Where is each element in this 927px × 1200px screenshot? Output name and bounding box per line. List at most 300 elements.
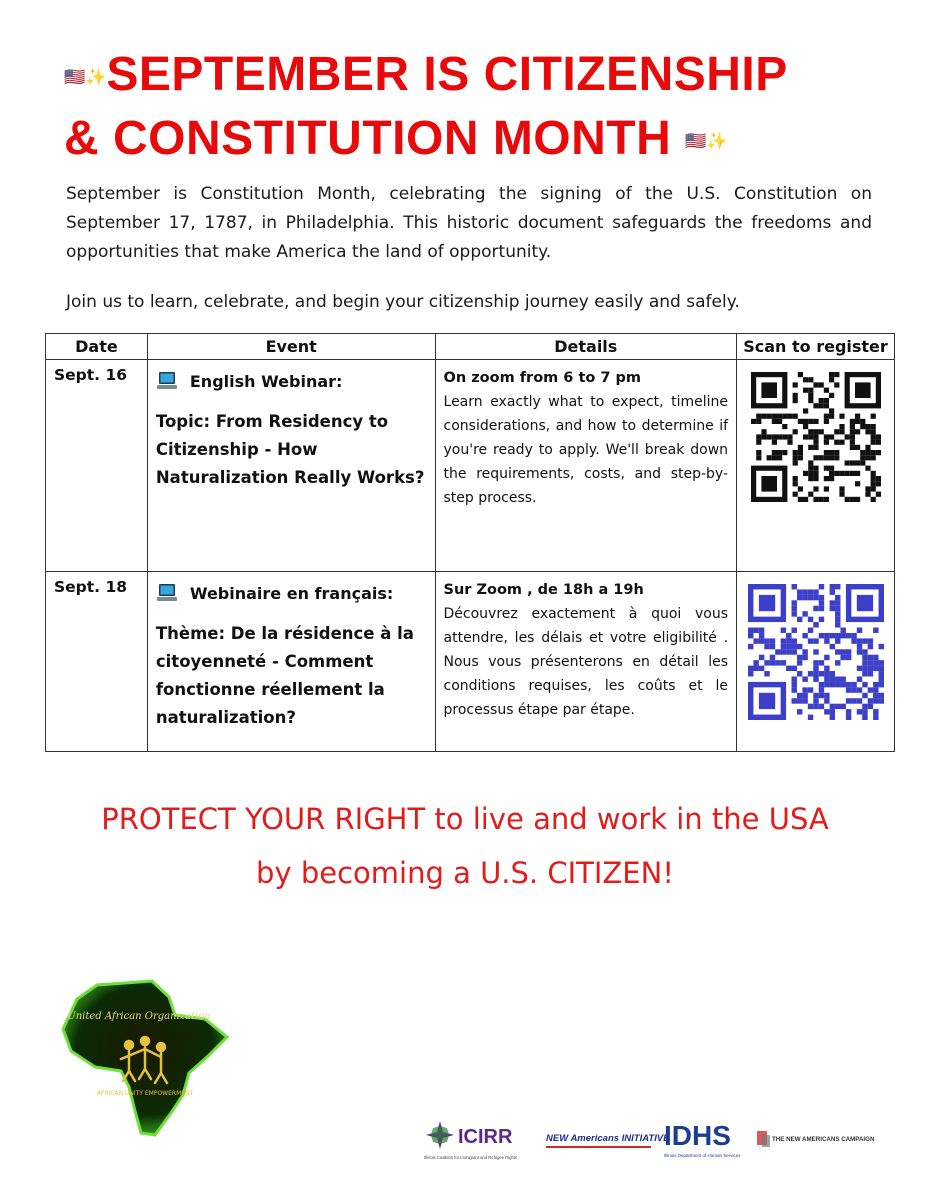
qr-module (855, 460, 860, 465)
event-cell (147, 360, 435, 572)
qr-module (813, 649, 818, 654)
qr-module (766, 455, 771, 460)
laptop-icon (156, 370, 178, 392)
qr-module (813, 589, 818, 594)
qr-module (753, 660, 758, 665)
qr-module (782, 434, 787, 439)
qr-module (862, 693, 867, 698)
qr-module (813, 693, 818, 698)
qr-module (802, 693, 807, 698)
qr-module (803, 434, 808, 439)
qr-code[interactable] (751, 372, 881, 502)
qr-module (829, 372, 834, 377)
qr-module (867, 666, 872, 671)
qr-module (751, 419, 756, 424)
qr-module (835, 600, 840, 605)
qr-module (829, 414, 834, 419)
qr-module (818, 398, 823, 403)
qr-module (835, 682, 840, 687)
title-line-2: & CONSTITUTION MONTH (64, 112, 672, 166)
qr-module (829, 455, 834, 460)
qr-module (867, 655, 872, 660)
qr-module (824, 693, 829, 698)
qr-module (796, 693, 801, 698)
qr-module (835, 649, 840, 654)
qr-module (823, 403, 828, 408)
qr-module (797, 497, 802, 502)
qr-module (771, 455, 776, 460)
qr-module (829, 377, 834, 382)
qr-module (791, 584, 796, 589)
qr-module (875, 476, 880, 481)
qr-module (771, 450, 776, 455)
qr-module (813, 476, 818, 481)
qr-module (835, 606, 840, 611)
qr-module (870, 429, 875, 434)
details-cell (435, 572, 737, 752)
qr-module (775, 649, 780, 654)
qr-module (875, 440, 880, 445)
qr-module (769, 638, 774, 643)
qr-module (780, 638, 785, 643)
qr-module (796, 709, 801, 714)
qr-module (753, 666, 758, 671)
qr-module (835, 676, 840, 681)
qr-module (791, 638, 796, 643)
qr-module (839, 429, 844, 434)
qr-module (860, 450, 865, 455)
qr-module (823, 466, 828, 471)
qr-module (851, 687, 856, 692)
qr-module (855, 414, 860, 419)
qr-module (823, 388, 828, 393)
qr-module (818, 600, 823, 605)
qr-module (834, 429, 839, 434)
qr-module (813, 445, 818, 450)
qr-module (808, 429, 813, 434)
qr-module (818, 693, 823, 698)
qr-module (862, 704, 867, 709)
qr-module (786, 649, 791, 654)
qr-module (818, 403, 823, 408)
event-cell (147, 572, 435, 752)
qr-module (849, 497, 854, 502)
qr-module (813, 638, 818, 643)
qr-module (834, 471, 839, 476)
qr-module (782, 424, 787, 429)
qr-module (856, 666, 861, 671)
qr-module (777, 455, 782, 460)
qr-module (845, 715, 850, 720)
qr-module (792, 455, 797, 460)
qr-module (807, 715, 812, 720)
qr-module (829, 606, 834, 611)
qr-module (807, 687, 812, 692)
qr-module (873, 687, 878, 692)
qr-module (786, 638, 791, 643)
qr-module (867, 671, 872, 676)
qr-module (818, 606, 823, 611)
qr-module (873, 698, 878, 703)
qr-module (808, 471, 813, 476)
qr-module (835, 638, 840, 643)
qr-module (823, 419, 828, 424)
qr-module (803, 497, 808, 502)
qr-module (878, 660, 883, 665)
intro-paragraph: September is Constitution Month, celebrating the signing of the U.S. Constitution on September 17, 1787, in Philadelphia. This historic document safeguards the freedoms and opportunities that make America the land of opportunity. (66, 184, 872, 262)
qr-module (824, 633, 829, 638)
qr-module (870, 455, 875, 460)
qr-module (873, 682, 878, 687)
qr-module (839, 486, 844, 491)
united-african-organization-logo (57, 975, 232, 1140)
qr-module (862, 682, 867, 687)
qr-module (845, 709, 850, 714)
event-date: Sept. 16 (46, 360, 148, 572)
qr-module (802, 595, 807, 600)
qr-module (862, 649, 867, 654)
qr-module (834, 382, 839, 387)
qr-module (808, 377, 813, 382)
qr-module (791, 649, 796, 654)
qr-module (829, 682, 834, 687)
qr-module (862, 715, 867, 720)
qr-module (829, 671, 834, 676)
qr-module (873, 655, 878, 660)
qr-module (797, 372, 802, 377)
qr-module (813, 698, 818, 703)
qr-module (792, 398, 797, 403)
flag-sparkle-icon: 🇺🇸✨ (685, 131, 728, 151)
qr-module (844, 460, 849, 465)
qr-module (878, 676, 883, 681)
qr-module (862, 655, 867, 660)
qr-module (870, 486, 875, 491)
qr-module (856, 709, 861, 714)
qr-module (818, 682, 823, 687)
qr-module (818, 497, 823, 502)
qr-module (849, 445, 854, 450)
qr-module (823, 455, 828, 460)
qr-module (818, 687, 823, 692)
qr-module (787, 434, 792, 439)
qr-module (808, 460, 813, 465)
qr-module (870, 481, 875, 486)
qr-module (797, 455, 802, 460)
qr-module (829, 471, 834, 476)
qr-module (851, 698, 856, 703)
qr-module (844, 471, 849, 476)
qr-module (777, 414, 782, 419)
qr-module (855, 481, 860, 486)
qr-module (845, 633, 850, 638)
qr-module (766, 414, 771, 419)
qr-module (791, 682, 796, 687)
qr-code[interactable] (748, 584, 884, 720)
qr-module (792, 393, 797, 398)
details-cell (435, 360, 737, 572)
qr-module (839, 424, 844, 429)
qr-module (865, 492, 870, 497)
qr-module (823, 450, 828, 455)
qr-module (839, 440, 844, 445)
campaign-text: THE NEW AMERICANS CAMPAIGN (772, 1136, 875, 1143)
qr-module (813, 440, 818, 445)
qr-module (829, 676, 834, 681)
qr-module (792, 382, 797, 387)
qr-module (835, 660, 840, 665)
qr-module (860, 424, 865, 429)
qr-module (870, 424, 875, 429)
qr-module (875, 492, 880, 497)
qr-module (823, 486, 828, 491)
qr-module (870, 414, 875, 419)
qr-module (818, 455, 823, 460)
new-americans-campaign-logo (757, 1131, 875, 1147)
qr-module (756, 450, 761, 455)
qr-module (803, 388, 808, 393)
qr-module (818, 595, 823, 600)
qr-module (771, 414, 776, 419)
qr-module (791, 628, 796, 633)
qr-module (771, 434, 776, 439)
qr-module (813, 486, 818, 491)
qr-module (865, 466, 870, 471)
qr-module (818, 617, 823, 622)
qr-module (792, 450, 797, 455)
qr-module (867, 660, 872, 665)
qr-module (792, 429, 797, 434)
qr-module (803, 408, 808, 413)
qr-module (835, 617, 840, 622)
qr-module (878, 671, 883, 676)
qr-module (777, 450, 782, 455)
qr-module (865, 424, 870, 429)
details-time: On zoom from 6 to 7 pm (443, 370, 642, 386)
qr-finder-center (758, 693, 774, 709)
qr-module (803, 419, 808, 424)
qr-module (791, 644, 796, 649)
qr-module (823, 414, 828, 419)
qr-module (840, 655, 845, 660)
qr-module (748, 628, 753, 633)
qr-module (849, 460, 854, 465)
qr-module (807, 628, 812, 633)
qr-module (862, 671, 867, 676)
qr-module (829, 589, 834, 594)
qr-module (829, 393, 834, 398)
qr-module (791, 698, 796, 703)
qr-module (878, 698, 883, 703)
logo-org-name: United African Organization (67, 1011, 211, 1022)
qr-module (856, 628, 861, 633)
qr-module (870, 434, 875, 439)
qr-module (845, 687, 850, 692)
qr-module (824, 655, 829, 660)
qr-module (753, 638, 758, 643)
qr-module (748, 633, 753, 638)
qr-module (808, 388, 813, 393)
qr-module (775, 660, 780, 665)
qr-module (835, 611, 840, 616)
qr-module (771, 419, 776, 424)
icirr-text: ICIRR (458, 1126, 513, 1148)
qr-module (870, 476, 875, 481)
qr-module (845, 655, 850, 660)
qr-module (808, 393, 813, 398)
qr-finder-center (761, 476, 777, 492)
qr-module (802, 687, 807, 692)
qr-module (878, 693, 883, 698)
qr-finder-center (855, 382, 871, 398)
qr-module (761, 429, 766, 434)
qr-module (813, 606, 818, 611)
qr-module (792, 476, 797, 481)
qr-module (769, 655, 774, 660)
qr-module (796, 660, 801, 665)
qr-module (813, 419, 818, 424)
qr-module (849, 429, 854, 434)
qr-module (824, 638, 829, 643)
qr-module (829, 715, 834, 720)
qr-finder-center (758, 595, 774, 611)
qr-module (807, 638, 812, 643)
qr-module (873, 693, 878, 698)
qr-module (758, 633, 763, 638)
qr-module (829, 709, 834, 714)
qr-module (777, 419, 782, 424)
qr-module (829, 466, 834, 471)
qr-module (829, 434, 834, 439)
qr-module (875, 434, 880, 439)
qr-module (823, 497, 828, 502)
header-date: Date (46, 334, 148, 360)
qr-module (792, 492, 797, 497)
qr-module (862, 709, 867, 714)
qr-module (840, 704, 845, 709)
idhs-text: IDHS (664, 1120, 731, 1151)
qr-module (867, 644, 872, 649)
qr-module (834, 455, 839, 460)
qr-module (849, 440, 854, 445)
qr-module (808, 466, 813, 471)
qr-module (786, 644, 791, 649)
qr-module (756, 414, 761, 419)
qr-finder-center (761, 382, 777, 398)
qr-finder-center (856, 595, 872, 611)
qr-module (807, 671, 812, 676)
qr-module (813, 471, 818, 476)
qr-module (756, 419, 761, 424)
idhs-logo (664, 1120, 741, 1158)
qr-module (813, 676, 818, 681)
qr-module (786, 666, 791, 671)
qr-module (756, 440, 761, 445)
qr-module (851, 633, 856, 638)
qr-module (860, 460, 865, 465)
qr-module (855, 497, 860, 502)
qr-module (849, 434, 854, 439)
qr-module (780, 628, 785, 633)
qr-module (824, 666, 829, 671)
qr-module (797, 450, 802, 455)
qr-module (878, 666, 883, 671)
laptop-icon (156, 582, 178, 604)
qr-module (878, 682, 883, 687)
qr-module (813, 429, 818, 434)
qr-module (787, 414, 792, 419)
qr-module (802, 649, 807, 654)
qr-module (813, 595, 818, 600)
qr-module (840, 649, 845, 654)
qr-module (839, 414, 844, 419)
event-name: English Webinar: (189, 371, 343, 391)
qr-module (829, 584, 834, 589)
qr-module (791, 687, 796, 692)
qr-module (870, 440, 875, 445)
qr-module (835, 595, 840, 600)
qr-module (808, 476, 813, 481)
qr-module (824, 682, 829, 687)
qr-module (813, 455, 818, 460)
qr-module (813, 382, 818, 387)
qr-module (823, 476, 828, 481)
qr-module (862, 638, 867, 643)
qr-module (802, 611, 807, 616)
sponsor-logos (424, 1115, 875, 1165)
qr-module (829, 408, 834, 413)
qr-module (840, 628, 845, 633)
qr-module (849, 419, 854, 424)
qr-module (856, 644, 861, 649)
qr-module (829, 633, 834, 638)
qr-module (870, 471, 875, 476)
qr-module (829, 704, 834, 709)
qr-module (834, 372, 839, 377)
qr-module (748, 644, 753, 649)
header-scan: Scan to register (737, 334, 895, 360)
qr-module (829, 476, 834, 481)
event-name: Webinaire en français: (189, 583, 394, 603)
qr-module (839, 492, 844, 497)
qr-module (823, 440, 828, 445)
qr-module (856, 687, 861, 692)
qr-module (777, 434, 782, 439)
qr-module (813, 403, 818, 408)
qr-module (844, 497, 849, 502)
qr-module (766, 434, 771, 439)
qr-module (791, 611, 796, 616)
qr-module (797, 486, 802, 491)
qr-module (791, 600, 796, 605)
qr-module (803, 471, 808, 476)
qr-module (813, 704, 818, 709)
qr-module (796, 655, 801, 660)
qr-module (803, 424, 808, 429)
qr-module (845, 649, 850, 654)
event-topic: Topic: From Residency to Citizenship - How Naturalization Really Works? (155, 412, 425, 487)
qr-module (823, 434, 828, 439)
qr-module (797, 445, 802, 450)
qr-module (849, 471, 854, 476)
qr-module (807, 589, 812, 594)
qr-module (867, 687, 872, 692)
qr-module (818, 633, 823, 638)
qr-module (873, 660, 878, 665)
qr-module (865, 429, 870, 434)
qr-module (780, 644, 785, 649)
qr-module (840, 633, 845, 638)
